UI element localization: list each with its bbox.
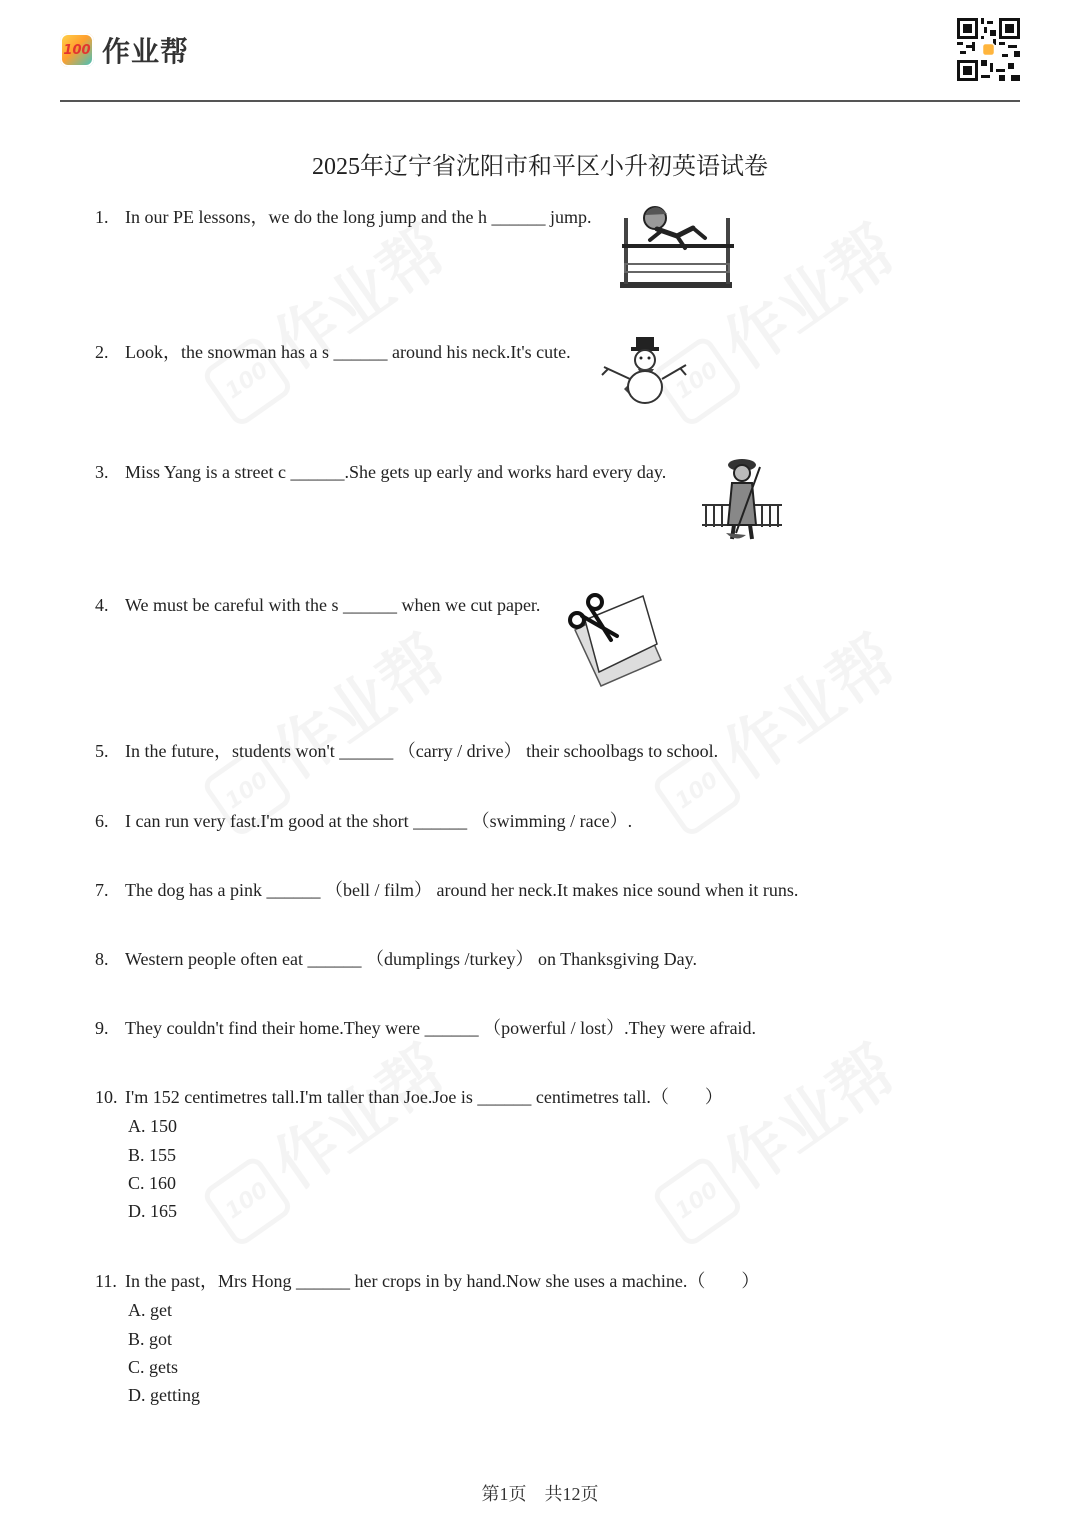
question-5: 5. In the future，students won't ______ （carry / drive） their schoolbags to school. (95, 741, 719, 761)
option-d: D. getting (128, 1385, 200, 1405)
question-10: 10. I'm 152 centimetres tall.I'm taller than Joe.Joe is ______ centimetres tall.（ ） (95, 1087, 723, 1107)
street-cleaner-icon (700, 455, 788, 543)
question-1: 1. In our PE lessons，we do the long jump and the h ______ jump. (95, 207, 592, 227)
question-8: 8. Western people often eat ______ （dumplings /turkey） on Thanksgiving Day. (95, 949, 697, 969)
watermark (638, 1021, 912, 1251)
question-6: 6. I can run very fast.I'm good at the short ______ （swimming / race）. (95, 811, 633, 831)
question-text: Western people often eat ______ （dumplings /turkey） on Thanksgiving Day. (125, 949, 697, 969)
question-text: They couldn't find their home.They were ______ （powerful / lost）.They were afraid. (125, 1018, 757, 1038)
question-3: 3. Miss Yang is a street c ______.She gets up early and works hard every day. (95, 462, 667, 482)
question-text: In our PE lessons，we do the long jump and the h ______ jump. (125, 207, 592, 227)
question-text: We must be careful with the s ______ when we cut paper. (125, 595, 541, 615)
question-text: I'm 152 centimetres tall.I'm taller than Joe.Joe is ______ centimetres tall.（ ） (125, 1087, 723, 1107)
exam-title: 2025年辽宁省沈阳市和平区小升初英语试卷 (312, 154, 768, 180)
watermark-logo-icon (200, 1154, 295, 1249)
option-a: A. get (128, 1300, 172, 1320)
question-2: 2. Look，the snowman has a s ______ around his neck.It's cute. (95, 342, 571, 362)
option-c: C. 160 (128, 1173, 177, 1193)
option-b: B. 155 (128, 1145, 177, 1165)
scissors-paper-icon (565, 590, 665, 688)
watermark (638, 611, 912, 841)
question-4: 4. We must be careful with the s ______ when we cut paper. (95, 595, 541, 615)
question-text: The dog has a pink ______ （bell / film） around her neck.It makes nice sound when it runs. (125, 880, 799, 900)
high-jump-icon (615, 202, 740, 290)
option-b: B. got (128, 1329, 173, 1349)
snowman-icon (600, 335, 690, 410)
logo-badge-icon: 100 (60, 33, 94, 67)
option-d: D. 165 (128, 1201, 177, 1221)
question-7: 7. The dog has a pink ______ （bell / film） around her neck.It makes nice sound when it runs. (95, 880, 799, 900)
question-text: Miss Yang is a street c ______.She gets up early and works hard every day. (125, 462, 667, 482)
page-footer: 第1页 共12页 (481, 1484, 599, 1504)
question-text: Look，the snowman has a s ______ around his neck.It's cute. (125, 342, 571, 362)
question-9: 9. They couldn't find their home.They were ______ （powerful / lost）.They were afraid. (95, 1018, 757, 1038)
question-text: In the future，students won't ______ （carry / drive） their schoolbags to school. (125, 741, 719, 761)
watermark (188, 1021, 462, 1251)
question-11: 11. In the past，Mrs Hong ______ her crops in by hand.Now she uses a machine.（ ） (95, 1271, 760, 1291)
option-c: C. gets (128, 1357, 179, 1377)
question-text: In the past，Mrs Hong ______ her crops in by hand.Now she uses a machine.（ ） (125, 1271, 760, 1291)
watermark (188, 611, 462, 841)
brand-name: 作业帮 (102, 35, 190, 68)
watermark-logo-icon (650, 1154, 745, 1249)
page-header (0, 0, 1080, 100)
brand-logo (60, 30, 189, 70)
qr-code-icon (957, 18, 1020, 81)
question-text: I can run very fast.I'm good at the short ______ （swimming / race）. (125, 811, 633, 831)
option-a: A. 150 (128, 1116, 177, 1136)
header-divider (60, 100, 1020, 102)
watermark (188, 201, 462, 431)
